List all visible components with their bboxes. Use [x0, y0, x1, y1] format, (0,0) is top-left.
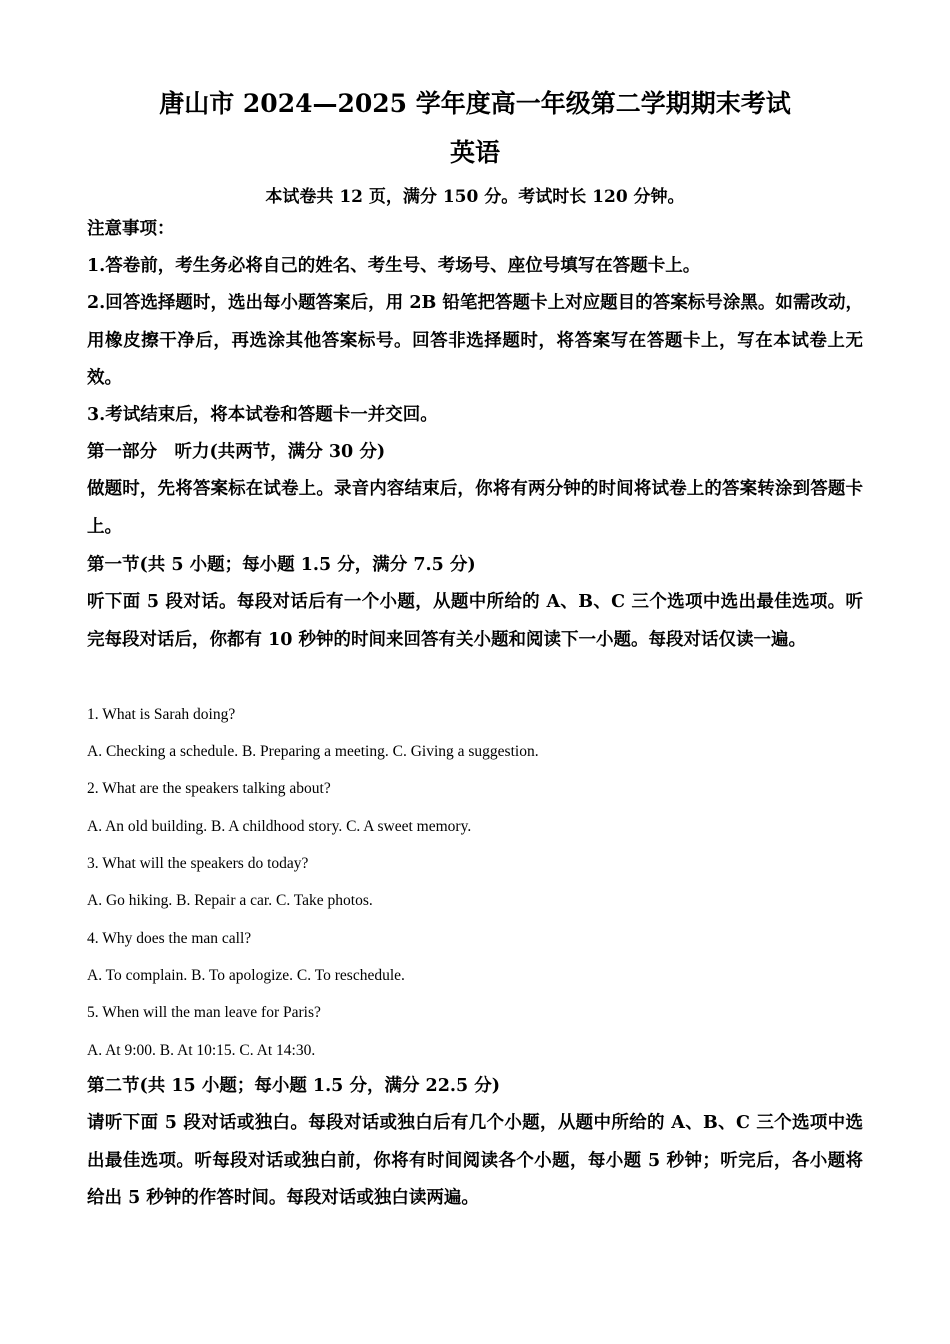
- options-2: A. An old building. B. A childhood story. C. A sweet memory.: [87, 818, 472, 835]
- section2-heading: 第二节(共 15 小题；每小题 1.5 分，满分 22.5 分): [87, 1076, 501, 1096]
- question-1: 1. What is Sarah doing?: [87, 706, 236, 723]
- section1-instruction: 听下面 5 段对话。每段对话后有一个小题，从题中所给的 A、B、C 三个选项中选出最佳选项。听完每段对话后，你都有 10 秒钟的时间来回答有关小题和阅读下一小题。每段对话仅读一遍。: [87, 592, 863, 650]
- question-5: 5. When will the man leave for Paris?: [87, 1004, 321, 1021]
- subject-title: 英语: [449, 138, 500, 167]
- options-1: A. Checking a schedule. B. Preparing a meeting. C. Giving a suggestion.: [87, 743, 539, 760]
- question-3: 3. What will the speakers do today?: [87, 855, 309, 872]
- part1-instruction: 做题时，先将答案标在试卷上。录音内容结束后，你将有两分钟的时间将试卷上的答案转涂到答题卡上。: [87, 479, 863, 537]
- note-item-2: 2.回答选择题时，选出每小题答案后，用 2B 铅笔把答题卡上对应题目的答案标号涂黑。如需改动，用橡皮擦干净后，再选涂其他答案标号。回答非选择题时，将答案写在答题卡上，写在本试卷上无效。: [87, 293, 863, 388]
- question-4: 4. Why does the man call?: [87, 930, 252, 947]
- exam-title: 唐山市 2024—2025 学年度高一年级第二学期期末考试: [159, 89, 791, 118]
- section1-heading: 第一节(共 5 小题；每小题 1.5 分，满分 7.5 分): [87, 555, 476, 575]
- options-5: A. At 9:00. B. At 10:15. C. At 14:30.: [87, 1042, 316, 1059]
- part1-heading: 第一部分 听力(共两节，满分 30 分): [87, 442, 386, 462]
- note-item-3: 3.考试结束后，将本试卷和答题卡一并交回。: [87, 405, 438, 425]
- note-item-1: 1.答卷前，考生务必将自己的姓名、考生号、考场号、座位号填写在答题卡上。: [87, 256, 701, 276]
- options-3: A. Go hiking. B. Repair a car. C. Take photos.: [87, 892, 373, 909]
- notes-heading: 注意事项：: [87, 219, 175, 239]
- options-4: A. To complain. B. To apologize. C. To reschedule.: [87, 967, 405, 984]
- exam-info: 本试卷共 12 页，满分 150 分。考试时长 120 分钟。: [265, 187, 685, 207]
- section2-instruction: 请听下面 5 段对话或独白。每段对话或独白后有几个小题，从题中所给的 A、B、C 三个选项中选出最佳选项。听每段对话或独白前，你将有时间阅读各个小题，每小题 5 秒钟；听完后，各小题将给出 5 秒钟的作答时间。每段对话或独白读两遍。: [87, 1113, 863, 1208]
- question-2: 2. What are the speakers talking about?: [87, 780, 331, 797]
